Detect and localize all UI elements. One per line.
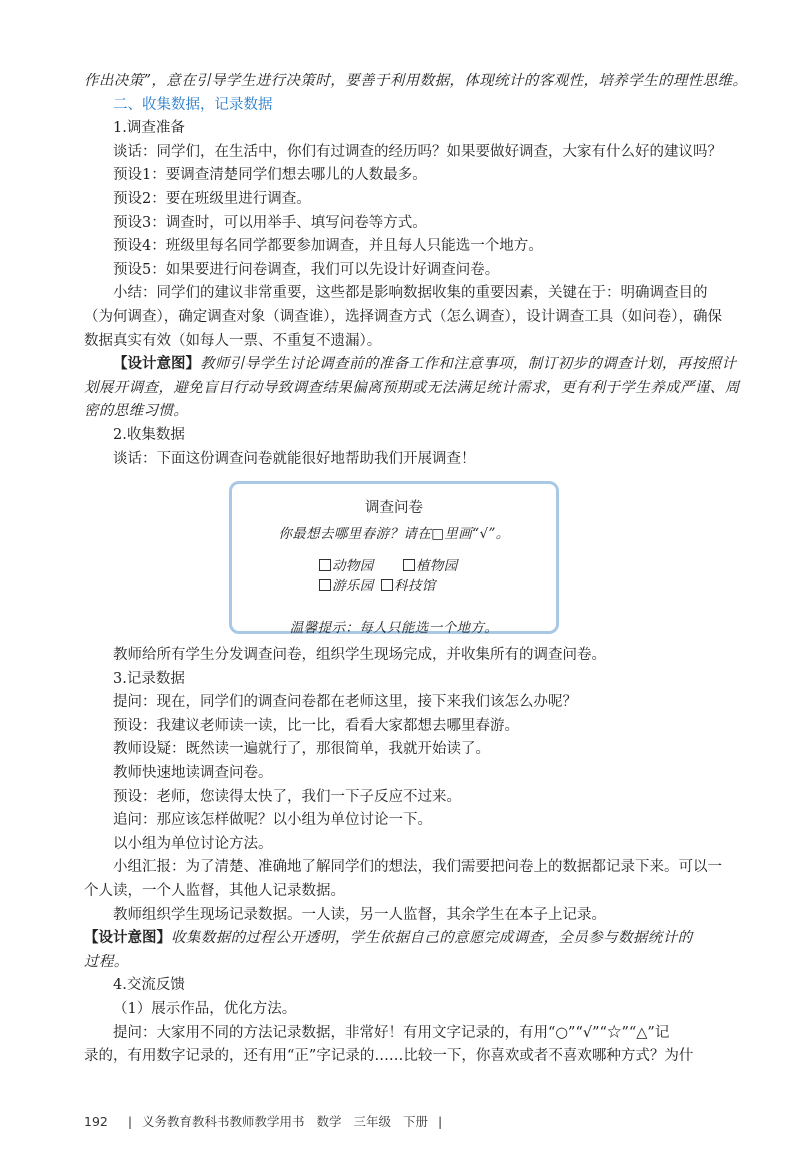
paragraph-line: 教师快速地读调查问卷。: [113, 765, 273, 782]
paragraph-line: 小组汇报：为了清楚、准确地了解同学们的想法，我们需要把问卷上的数据都记录下来。可以一: [113, 859, 722, 876]
subsection-heading: 2.收集数据: [113, 426, 185, 443]
design-intent-label: 【设计意图】: [113, 356, 200, 373]
survey-title: 调查问卷: [365, 500, 423, 517]
paragraph-line: 追问：那应该怎样做呢？以小组为单位讨论一下。: [113, 812, 432, 829]
paragraph-line: 密的思维习惯。: [84, 403, 189, 420]
design-intent-line: [84, 353, 737, 377]
checkbox-icon: [381, 579, 393, 591]
paragraph-line: 教师设疑：既然读一遍就行了，那很简单，我就开始读了。: [113, 741, 490, 758]
survey-options: [319, 556, 469, 596]
paragraph-line: 预设2：要在班级里进行调查。: [113, 190, 311, 207]
survey-question: 你最想去哪里春游？请在□里画“√”。: [278, 526, 510, 543]
checkbox-icon: [319, 559, 331, 571]
checkbox-icon: [403, 559, 415, 571]
paragraph-line: （1）展示作品，优化方法。: [113, 1001, 297, 1017]
paragraph-line: 提问：现在，同学们的调查问卷都在老师这里，接下来我们该怎么办呢？: [113, 694, 577, 711]
page-body: [84, 70, 748, 1069]
paragraph-line: 录的，有用数字记录的，还有用“正”字记录的……比较一下，你喜欢或者不喜欢哪种方式？为什: [84, 1048, 694, 1065]
subsection-heading: 1.调查准备: [113, 120, 185, 137]
paragraph-line: 提问：大家用不同的方法记录数据，非常好！有用文字记录的，有用“○”“√”“☆”“△”记: [113, 1024, 670, 1041]
survey-option: 动物园: [319, 556, 403, 576]
design-intent-text: 教师引导学生讨论调查前的准备工作和注意事项，制订初步的调查计划，再按照计: [200, 356, 737, 373]
survey-option: 科技馆: [381, 576, 465, 596]
paragraph-line: 谈话：同学们，在生活中，你们有过调查的经历吗？如果要做好调查，大家有什么好的建议吗？: [113, 143, 722, 160]
survey-option: 游乐园: [319, 576, 381, 596]
paragraph-line: 数据真实有效（如每人一票、不重复不遗漏）。: [84, 332, 382, 349]
paragraph-line: 过程。: [84, 953, 129, 970]
subsection-heading: 4.交流反馈: [113, 977, 185, 994]
paragraph-line: 预设：我建议老师读一读，比一比，看看大家都想去哪里春游。: [113, 717, 519, 734]
footer-volume: 下册: [403, 1114, 429, 1129]
checkbox-icon: [319, 579, 331, 591]
paragraph-line: 预设1：要调查清楚同学们想去哪儿的人数最多。: [113, 167, 427, 184]
design-intent-label: 【设计意图】: [84, 930, 171, 947]
book-title: 义务教育教科书教师教学用书: [142, 1114, 305, 1129]
design-intent-text: 收集数据的过程公开透明，学生依据自己的意愿完成调查，全员参与数据统计的: [171, 930, 693, 947]
footer-divider: |: [127, 1114, 133, 1129]
paragraph-line: （为何调查），确定调查对象（调查谁），选择调查方式（怎么调查），设计调查工具（如问卷），确保: [84, 308, 722, 325]
design-intent-line: [84, 927, 716, 951]
paragraph-line: 预设3：调查时，可以用举手、填写问卷等方式。: [113, 214, 427, 231]
paragraph-line: 小结：同学们的建议非常重要，这些都是影响数据收集的重要因素，关键在于：明确调查目的: [113, 285, 708, 302]
footer-subject: 数学: [316, 1114, 342, 1129]
paragraph-line: 划展开调查，避免盲目行动导致调查结果偏离预期或无法满足统计需求，更有利于学生养成严谨、周: [84, 379, 740, 396]
paragraph-line: 预设：老师，您读得太快了，我们一下子反应不过来。: [113, 788, 461, 805]
paragraph-line: 以小组为单位讨论方法。: [113, 835, 273, 852]
survey-option: 植物园: [403, 556, 465, 576]
section-heading: 二、收集数据，记录数据: [113, 96, 273, 113]
paragraph-line: 预设4：班级里每名同学都要参加调查，并且每人只能选一个地方。: [113, 238, 543, 255]
paragraph-line: 教师组织学生现场记录数据。一人读，另一人监督，其余学生在本子上记录。: [113, 906, 606, 923]
page-footer: [84, 1112, 448, 1130]
paragraph-line: 作出决策”，意在引导学生进行决策时，要善于利用数据，体现统计的客观性，培养学生的理性思维。: [84, 73, 748, 89]
footer-divider: |: [438, 1114, 443, 1129]
paragraph-line: 谈话：下面这份调查问卷就能很好地帮助我们开展调查！: [113, 450, 476, 467]
survey-card: [229, 481, 559, 637]
page-number: 192: [84, 1114, 108, 1129]
footer-grade: 三年级: [353, 1114, 392, 1129]
survey-tip: 温馨提示：每人只能选一个地方。: [289, 620, 499, 637]
paragraph-line: 预设5：如果要进行问卷调查，我们可以先设计好调查问卷。: [113, 261, 500, 278]
subsection-heading: 3.记录数据: [113, 670, 185, 687]
paragraph-line: 个人读，一个人监督，其他人记录数据。: [84, 883, 345, 900]
paragraph-line: 教师给所有学生分发调查问卷，组织学生现场完成，并收集所有的调查问卷。: [113, 647, 606, 664]
